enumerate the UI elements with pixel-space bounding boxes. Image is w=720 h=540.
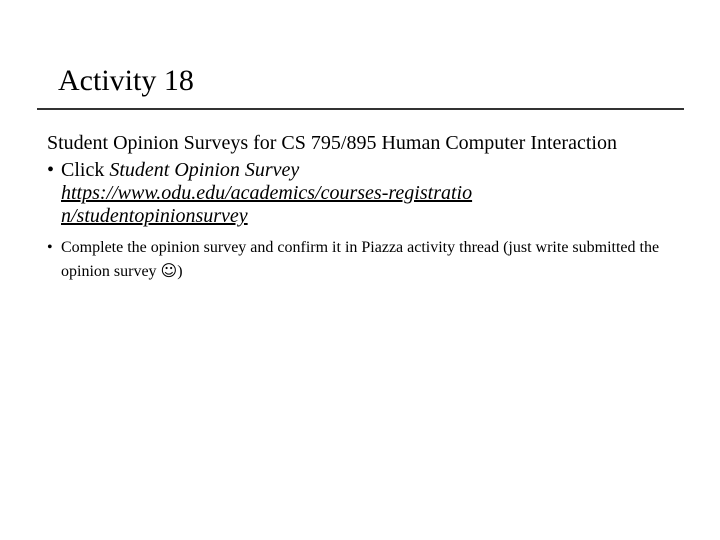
bullet-icon: • [47,159,55,181]
bullet-text: Complete the opinion survey and confirm it in Piazza activity thread (just write submitted the opinion survey [61,239,660,280]
bullet-click-survey [47,159,677,228]
bullet-complete-survey [47,236,677,283]
survey-link[interactable]: https://www.odu.edu/academics/courses-registration/studentopinionsurvey [61,182,473,227]
slide-body [47,132,677,283]
bullet-prefix-text: Click [61,159,110,181]
intro-text: Student Opinion Surveys for CS 795/895 Human Computer Interaction [47,132,617,154]
bullet-suffix: ) [177,263,183,280]
survey-name-text: Student Opinion Survey [109,159,300,181]
smiley-icon: ☺ [160,261,178,280]
bullet-icon: • [47,239,53,256]
title-divider [37,108,684,110]
slide-title: Activity 18 [58,64,194,97]
